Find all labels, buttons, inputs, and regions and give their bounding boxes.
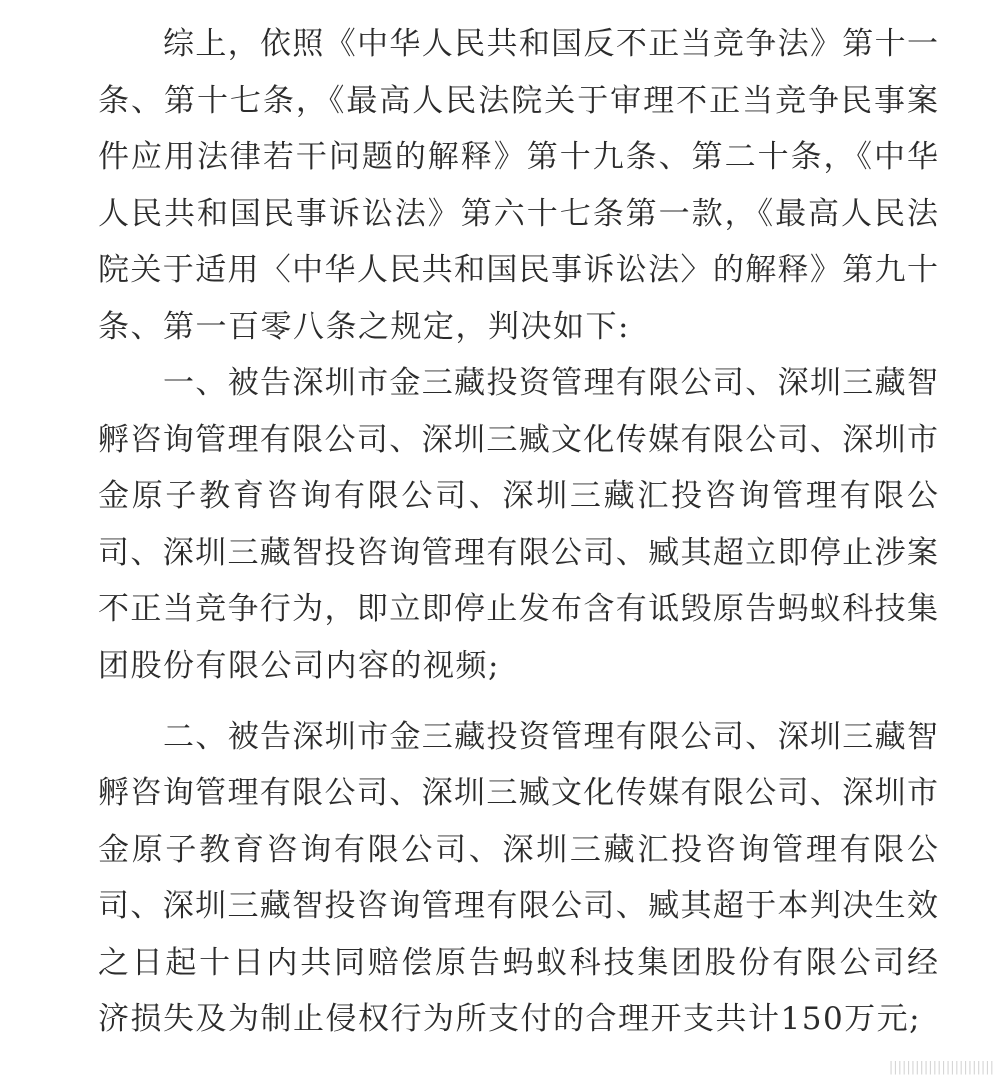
text-line: 综上，依照《中华人民共和国反不正当竞争法》第十一 xyxy=(163,26,938,62)
text-line: 金原子教育咨询有限公司、深圳三藏汇投咨询管理有限公 xyxy=(98,478,938,514)
text-line: 二、被告深圳市金三藏投资管理有限公司、深圳三藏智 xyxy=(163,719,938,755)
text-line: 济损失及为制止侵权行为所支付的合理开支共计150万元; xyxy=(98,1001,922,1037)
text-line: 院关于适用〈中华人民共和国民事诉讼法〉的解释》第九十 xyxy=(98,252,938,288)
text-line: 之日起十日内共同赔偿原告蚂蚁科技集团股份有限公司经 xyxy=(98,945,938,981)
text-line: 条、第一百零八条之规定，判决如下: xyxy=(98,309,630,345)
text-line: 件应用法律若干问题的解释》第十九条、第二十条，《中华 xyxy=(98,139,938,175)
text-line: 司、深圳三藏智投咨询管理有限公司、臧其超于本判决生效 xyxy=(98,888,938,924)
text-line: 团股份有限公司内容的视频; xyxy=(98,648,500,684)
watermark: |||||||||||||||||||||||| xyxy=(888,1060,994,1075)
text-line: 孵咨询管理有限公司、深圳三臧文化传媒有限公司、深圳市 xyxy=(98,775,938,811)
text-line: 一、被告深圳市金三藏投资管理有限公司、深圳三藏智 xyxy=(163,365,938,401)
text-line: 不正当竞争行为，即立即停止发布含有诋毁原告蚂蚁科技集 xyxy=(98,591,938,627)
text-line: 条、第十七条，《最高人民法院关于审理不正当竞争民事案 xyxy=(98,83,938,119)
text-line: 金原子教育咨询有限公司、深圳三藏汇投咨询管理有限公 xyxy=(98,832,938,868)
text-line: 人民共和国民事诉讼法》第六十七条第一款，《最高人民法 xyxy=(98,196,938,232)
text-line: 司、深圳三藏智投咨询管理有限公司、臧其超立即停止涉案 xyxy=(98,535,938,571)
text-line: 孵咨询管理有限公司、深圳三臧文化传媒有限公司、深圳市 xyxy=(98,422,938,458)
